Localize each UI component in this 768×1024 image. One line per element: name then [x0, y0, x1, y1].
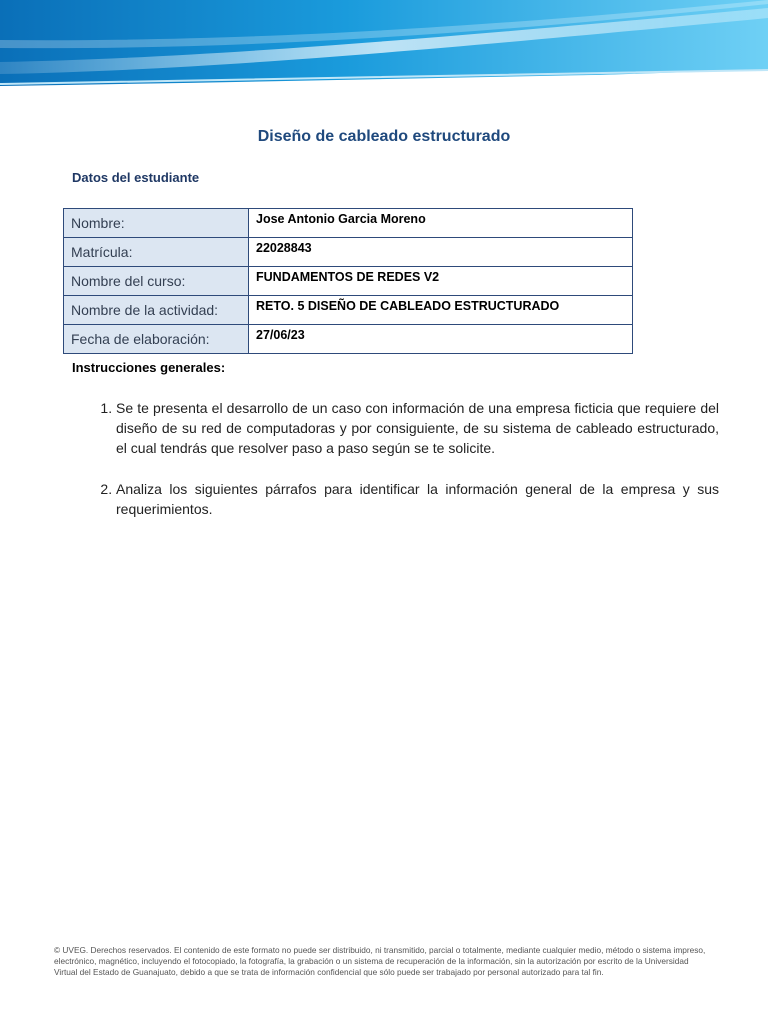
row-value: FUNDAMENTOS DE REDES V2: [249, 267, 633, 296]
table-row: [64, 296, 633, 325]
document-title: Diseño de cableado estructurado: [257, 128, 511, 145]
table-row: [64, 267, 633, 296]
instructions-title: Instrucciones generales:: [72, 360, 226, 375]
row-label: Nombre:: [64, 209, 249, 238]
header-banner: [0, 0, 768, 96]
row-value: 22028843: [249, 238, 633, 267]
student-section-title: Datos del estudiante: [72, 170, 200, 185]
list-item: 2. Analiza los siguientes párrafos para identificar la información general de la empresa y sus requerimientos.: [116, 479, 719, 519]
instructions-list: [93, 398, 719, 540]
table-row: [64, 325, 633, 354]
row-label: Matrícula:: [64, 238, 249, 267]
row-label: Nombre de la actividad:: [64, 296, 249, 325]
row-value: Jose Antonio Garcia Moreno: [249, 209, 633, 238]
table-row: [64, 238, 633, 267]
row-label: Fecha de elaboración:: [64, 325, 249, 354]
list-item: 1. Se te presenta el desarrollo de un caso con información de una empresa ficticia que requiere del diseño de su red de computadoras y por consiguiente, de su sistema de cableado estructurado, el cual tendrás que resolver paso a paso según se te solicite.: [116, 398, 719, 458]
row-label: Nombre del curso:: [64, 267, 249, 296]
table-row: [64, 209, 633, 238]
copyright-footer: © UVEG. Derechos reservados. El contenido de este formato no puede ser distribuido, ni transmitido, parcial o totalmente, mediante cualquier medio, método o sistema impreso, electrónico, magnético, incluyendo el fotocopiado, la fotografía, la grabación o un sistema de recuperación de la información, sin la autorización por escrito de la Universidad Virtual del Estado de Guanajuato, debido a que se trata de información confidencial que sólo puede ser trabajado por personal autorizado para tal fin.: [54, 945, 706, 977]
row-value: 27/06/23: [249, 325, 633, 354]
student-info-table: [63, 208, 633, 354]
row-value: RETO. 5 DISEÑO DE CABLEADO ESTRUCTURADO: [249, 296, 633, 325]
